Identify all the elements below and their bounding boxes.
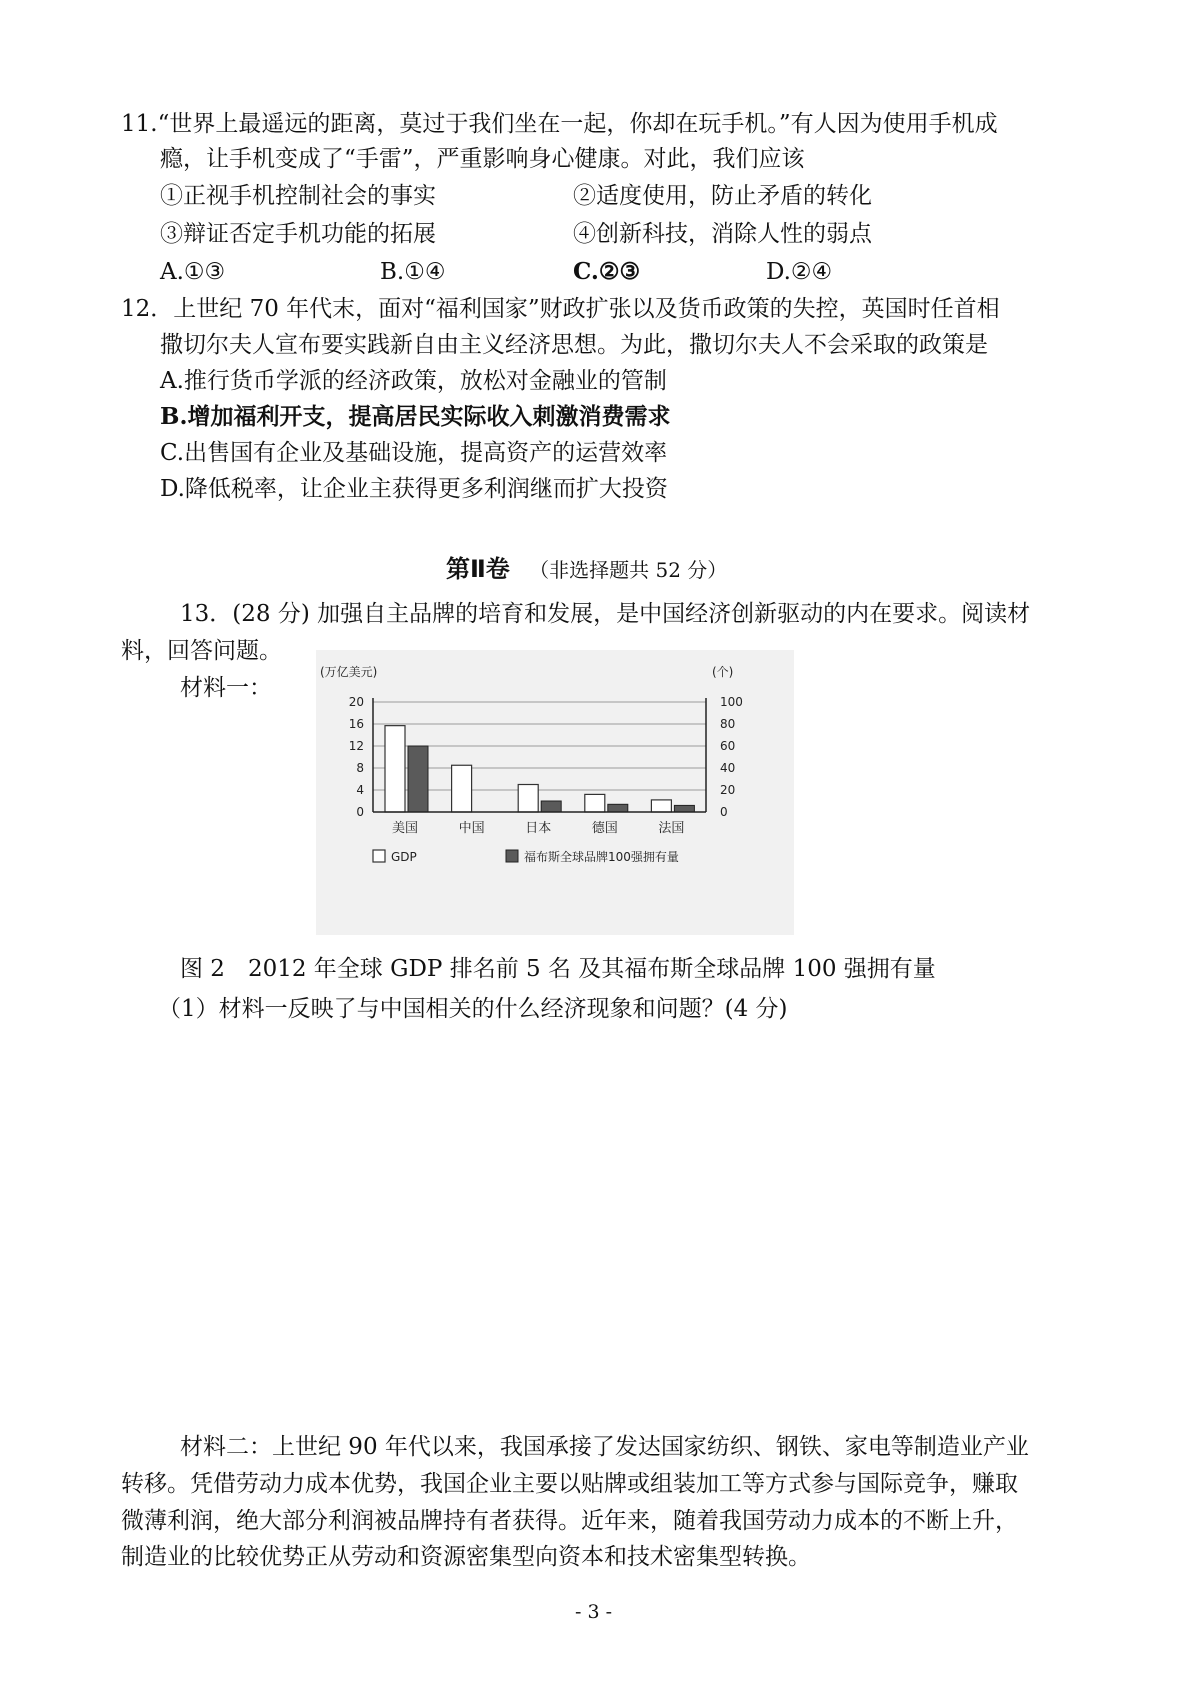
bar-brands bbox=[541, 801, 561, 812]
left-axis-title: (万亿美元) bbox=[320, 665, 378, 679]
right-axis-title: (个) bbox=[712, 665, 734, 679]
q12-stem-line1: 12．上世纪 70 年代末，面对“福利国家”财政扩张以及货币政策的失控，英国时任首相 bbox=[121, 296, 1000, 322]
category-label: 德国 bbox=[591, 821, 618, 836]
category-label: 美国 bbox=[391, 821, 419, 836]
section-subtitle: （非选择题共 52 分） bbox=[529, 558, 728, 582]
section-title: 第Ⅱ卷 bbox=[446, 555, 510, 583]
q12-stem-line2: 撒切尔夫人宣布要实践新自由主义经济思想。为此，撒切尔夫人不会采取的政策是 bbox=[160, 332, 988, 358]
right-tick-label: 20 bbox=[720, 783, 736, 797]
gdp-brand-bar-chart bbox=[316, 650, 794, 935]
q11-stem-line1: 11.“世界上最遥远的距离，莫过于我们坐在一起，你却在玩手机。”有人因为使用手机成 bbox=[121, 111, 998, 137]
material2-line1: 材料二：上世纪 90 年代以来，我国承接了发达国家纺织、钢铁、家电等制造业产业 bbox=[180, 1434, 1029, 1460]
q11-option-2: ②适度使用，防止矛盾的转化 bbox=[573, 183, 872, 209]
chart-bars bbox=[385, 726, 694, 812]
bar-brands bbox=[408, 746, 428, 812]
q13-stem-line2: 料，回答问题。 bbox=[121, 638, 282, 664]
section-heading bbox=[446, 553, 727, 586]
bar-gdp bbox=[651, 800, 671, 812]
category-label: 法国 bbox=[658, 821, 685, 836]
right-tick-label: 40 bbox=[720, 761, 736, 775]
legend-label-gdp: GDP bbox=[391, 850, 417, 864]
q12-choice-c: C.出售国有企业及基础设施，提高资产的运营效率 bbox=[160, 440, 668, 466]
right-tick-label: 60 bbox=[720, 739, 736, 753]
page-number: - 3 - bbox=[575, 1601, 613, 1623]
q11-choice-c: C.②③ bbox=[573, 258, 641, 285]
material2-line3: 微薄利润，绝大部分利润被品牌持有者获得。近年来，随着我国劳动力成本的不断上升， bbox=[121, 1508, 1018, 1534]
material1-label: 材料一： bbox=[180, 675, 272, 701]
q12-choice-b: B.增加福利开支，提高居民实际收入刺激消费需求 bbox=[160, 403, 671, 430]
q13-stem-line1: 13．(28 分) 加强自主品牌的培育和发展，是中国经济创新驱动的内在要求。阅读材 bbox=[180, 601, 1031, 627]
q13-subquestion-1: （1）材料一反映了与中国相关的什么经济现象和问题？(4 分) bbox=[158, 996, 788, 1022]
right-tick-label: 100 bbox=[720, 695, 743, 709]
material2-line2: 转移。凭借劳动力成本优势，我国企业主要以贴牌或组装加工等方式参与国际竞争，赚取 bbox=[121, 1471, 1018, 1497]
q11-option-4: ④创新科技，消除人性的弱点 bbox=[573, 221, 872, 247]
bar-brands bbox=[674, 805, 694, 812]
q12-choice-d: D.降低税率，让企业主获得更多利润继而扩大投资 bbox=[160, 476, 668, 502]
chart-caption: 图 2 2012 年全球 GDP 排名前 5 名 及其福布斯全球品牌 100 强拥有量 bbox=[180, 956, 936, 982]
left-tick-label: 20 bbox=[348, 695, 364, 709]
left-tick-label: 16 bbox=[348, 717, 364, 731]
bar-gdp bbox=[518, 785, 538, 813]
q11-option-1: ①正视手机控制社会的事实 bbox=[160, 183, 436, 209]
left-tick-label: 0 bbox=[356, 805, 364, 819]
left-tick-label: 4 bbox=[356, 783, 364, 797]
bar-gdp bbox=[385, 726, 405, 812]
bar-gdp bbox=[585, 794, 605, 812]
q11-stem-line2: 瘾，让手机变成了“手雷”，严重影响身心健康。对此，我们应该 bbox=[160, 146, 805, 172]
category-label: 日本 bbox=[525, 821, 552, 836]
q11-option-3: ③辩证否定手机功能的拓展 bbox=[160, 221, 436, 247]
q12-choice-a: A.推行货币学派的经济政策，放松对金融业的管制 bbox=[160, 368, 667, 394]
q11-choice-b: B.①④ bbox=[380, 259, 446, 285]
legend-swatch-brands bbox=[506, 850, 518, 862]
bar-gdp bbox=[452, 765, 472, 812]
q11-choice-a: A.①③ bbox=[160, 259, 226, 285]
material2-line4: 制造业的比较优势正从劳动和资源密集型向资本和技术密集型转换。 bbox=[121, 1544, 811, 1570]
right-tick-label: 0 bbox=[720, 805, 728, 819]
legend-swatch-gdp bbox=[373, 850, 385, 862]
q11-choice-d: D.②④ bbox=[766, 259, 833, 285]
category-label: 中国 bbox=[458, 821, 485, 836]
legend-label-brands: 福布斯全球品牌100强拥有量 bbox=[524, 850, 679, 864]
right-tick-label: 80 bbox=[720, 717, 736, 731]
left-tick-label: 12 bbox=[348, 739, 364, 753]
left-tick-label: 8 bbox=[356, 761, 364, 775]
bar-brands bbox=[608, 804, 628, 812]
chart-legend bbox=[373, 849, 679, 864]
